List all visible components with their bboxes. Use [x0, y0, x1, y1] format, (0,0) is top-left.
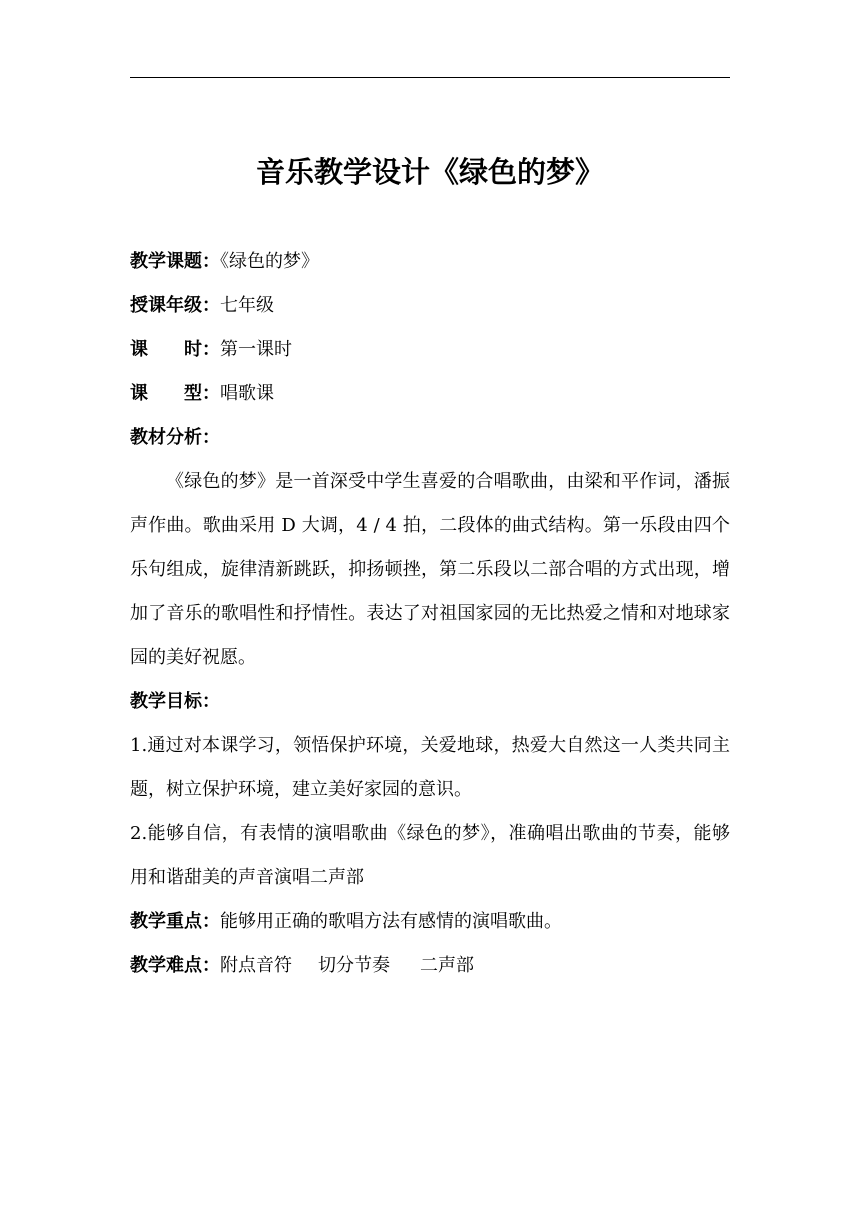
key-points-value: 能够用正确的歌唱方法有感情的演唱歌曲。 — [220, 911, 562, 932]
analysis-heading: 教材分析： — [130, 427, 220, 448]
difficulty-item-3: 二声部 — [420, 955, 474, 976]
difficulties-row — [130, 944, 730, 988]
type-row — [130, 372, 730, 416]
difficulty-item-2: 切分节奏 — [318, 955, 390, 976]
grade-row — [130, 284, 730, 328]
period-label: 课 时： — [130, 339, 220, 360]
key-points-row — [130, 900, 730, 944]
topic-label: 教学课题： — [130, 251, 220, 272]
period-value: 第一课时 — [220, 339, 292, 360]
difficulties-label: 教学难点： — [130, 955, 220, 976]
period-row — [130, 328, 730, 372]
document-title: 音乐教学设计《绿色的梦》 — [255, 155, 604, 189]
objectives-heading-row — [130, 680, 730, 724]
type-value: 唱歌课 — [220, 383, 274, 404]
analysis-heading-row — [130, 416, 730, 460]
analysis-paragraph: 《绿色的梦》是一首深受中学生喜爱的合唱歌曲，由梁和平作词，潘振声作曲。歌曲采用 D 大调，4 / 4 拍，二段体的曲式结构。第一乐段由四个乐句组成，旋律清新跳跃，抑扬顿挫，第二乐段以二部合唱的方式出现，增加了音乐的歌唱性和抒情性。表达了对祖国家园的无比热爱之情和对地球家园的美好祝愿。 — [130, 471, 730, 668]
document-body — [130, 240, 730, 988]
header-rule — [130, 77, 730, 78]
grade-label: 授课年级： — [130, 295, 220, 316]
objective-item-2: 2.能够自信，有表情的演唱歌曲《绿色的梦》，准确唱出歌曲的节奏，能够用和谐甜美的声音演唱二声部 — [130, 823, 730, 888]
type-label: 课 型： — [130, 383, 220, 404]
topic-row — [130, 240, 730, 284]
objective-item-1: 1.通过对本课学习，领悟保护环境，关爱地球，热爱大自然这一人类共同主题，树立保护环境，建立美好家园的意识。 — [130, 735, 730, 800]
difficulty-item-1: 附点音符 — [220, 955, 292, 976]
grade-value: 七年级 — [220, 295, 274, 316]
objectives-heading: 教学目标： — [130, 691, 220, 712]
key-points-label: 教学重点： — [130, 911, 220, 932]
topic-value: 《绿色的梦》 — [220, 251, 319, 272]
